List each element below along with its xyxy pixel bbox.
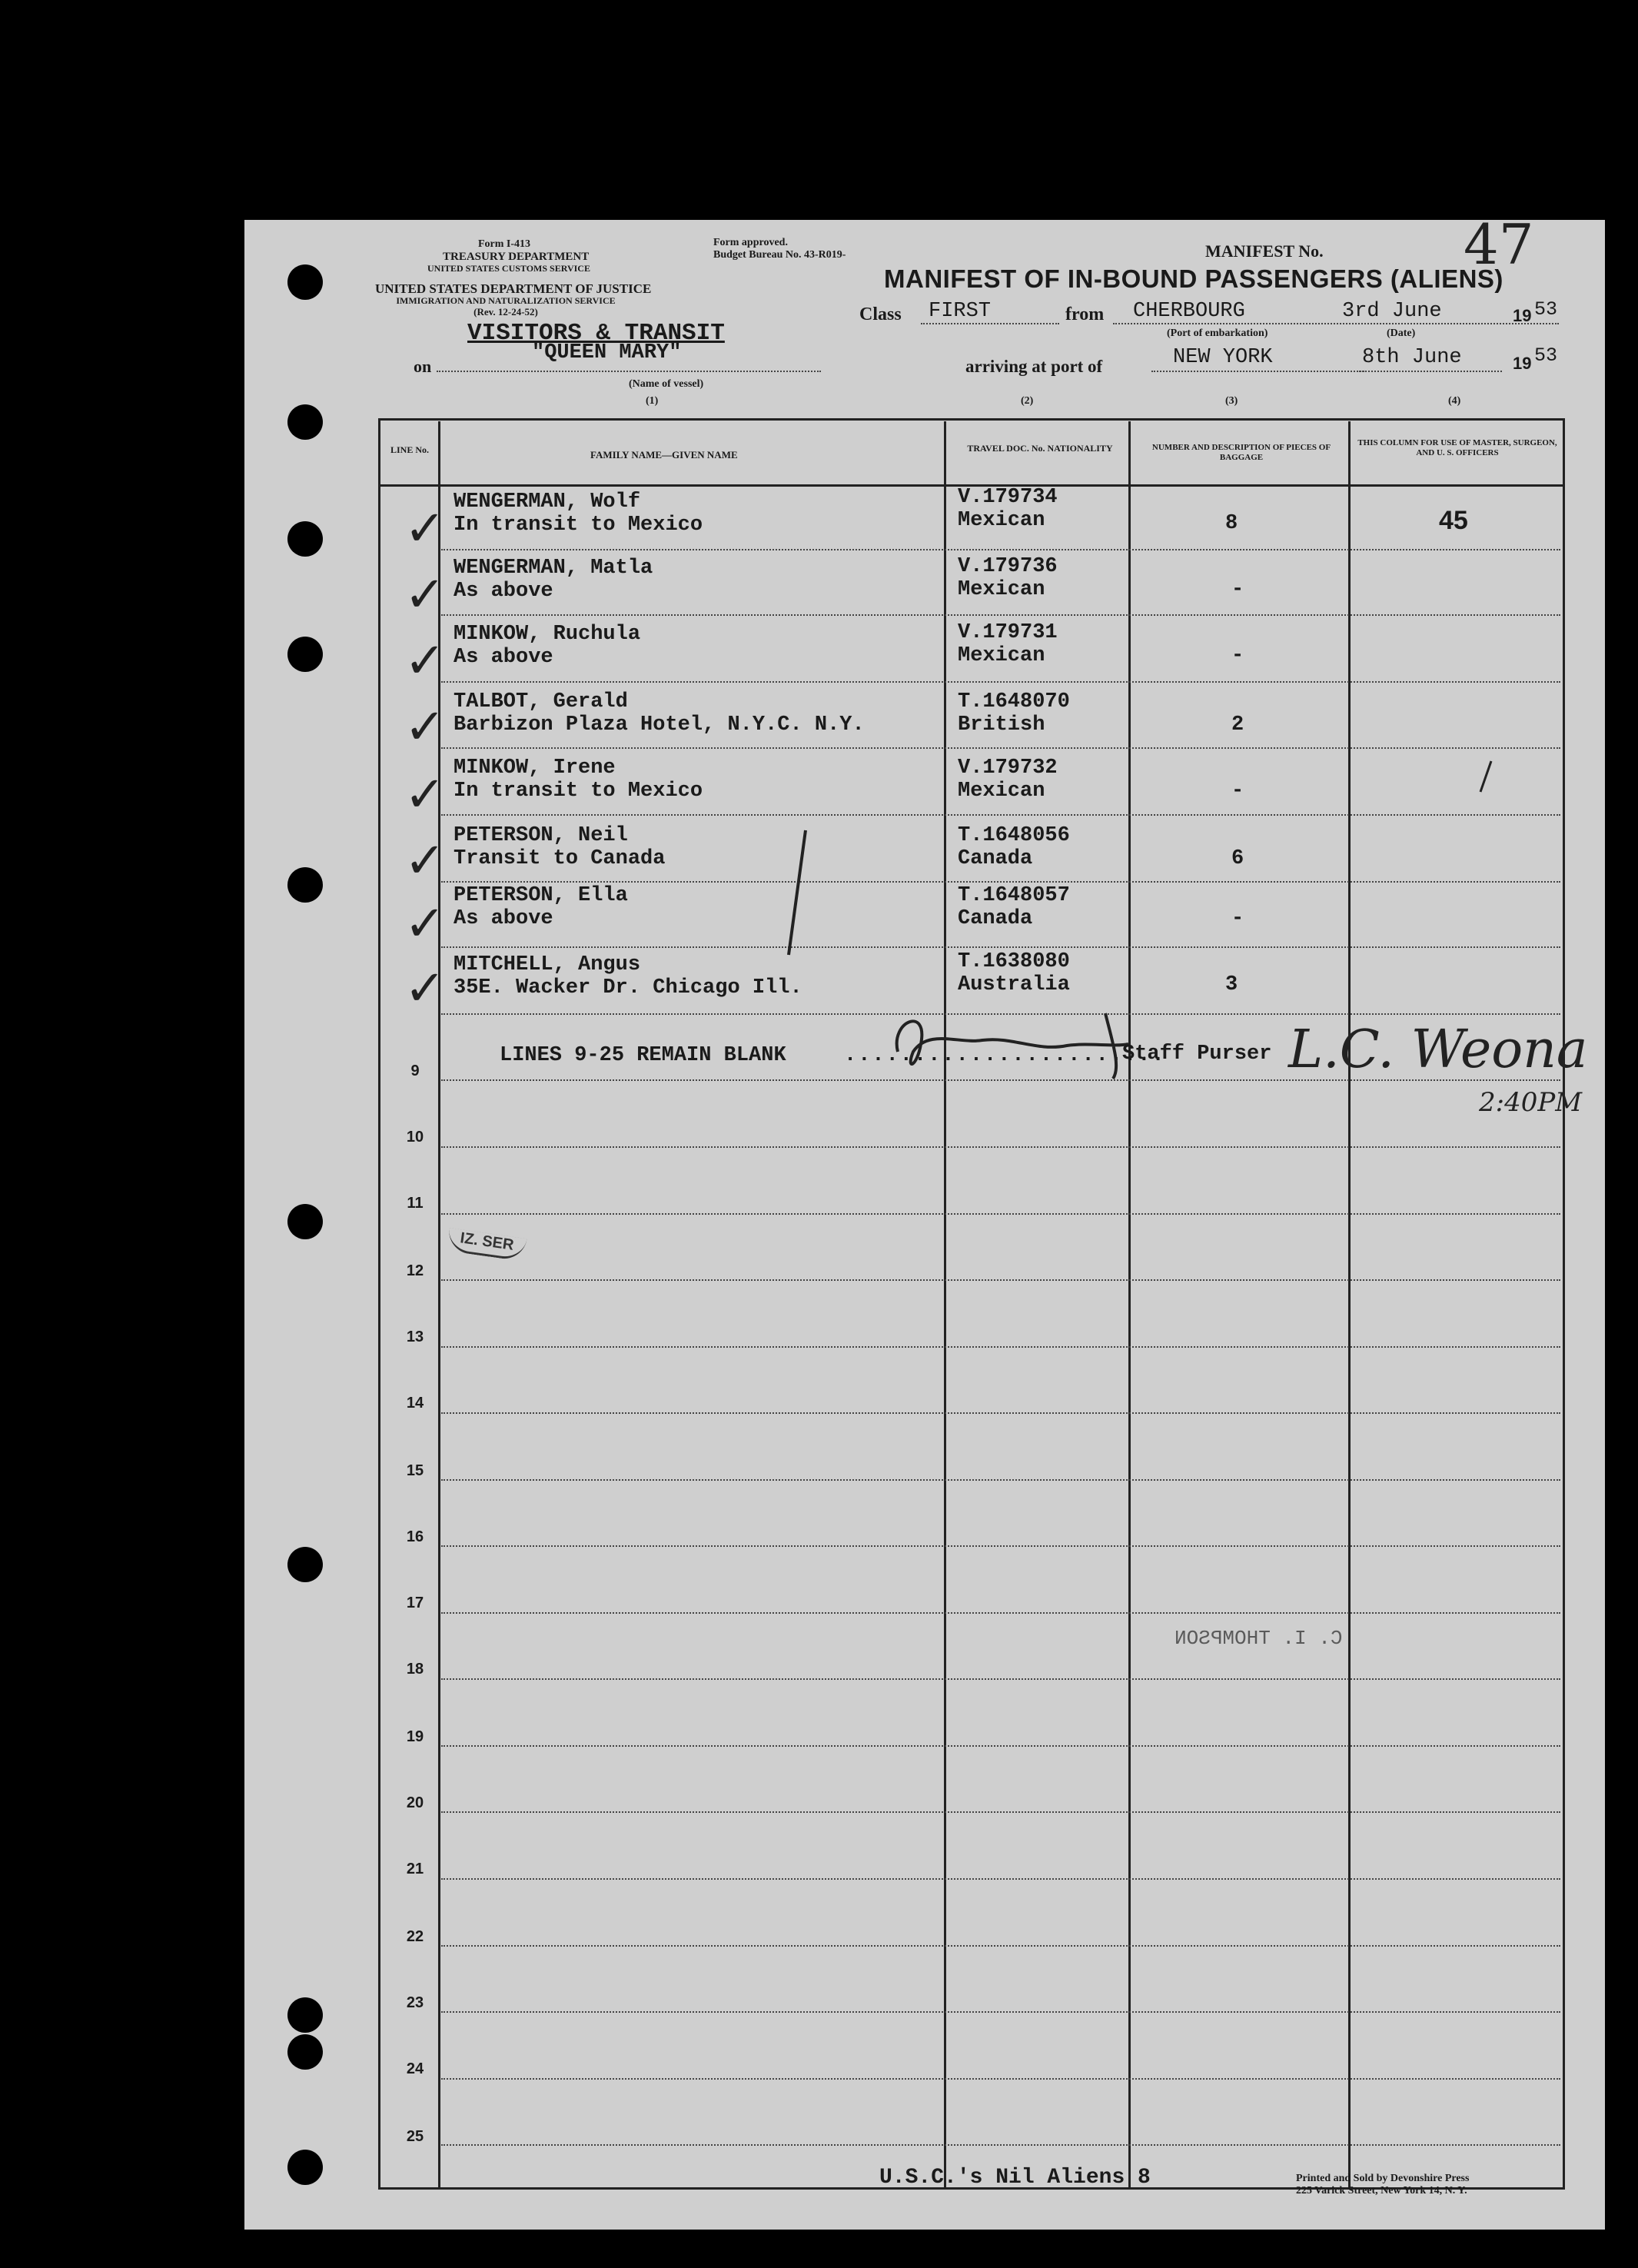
- pencil-tick: [1474, 758, 1497, 796]
- line-number: 21: [406, 1861, 424, 1877]
- col-header-line: LINE No.: [390, 444, 429, 455]
- passenger-address: 35E. Wacker Dr. Chicago Ill.: [454, 976, 802, 999]
- travel-doc: T.1638080: [958, 950, 1070, 973]
- baggage: 2: [1231, 713, 1244, 737]
- travel-doc: T.1648056: [958, 824, 1070, 847]
- printer-line-1: Printed and Sold by Devonshire Press: [1296, 2173, 1470, 2184]
- baggage: -: [1231, 907, 1244, 930]
- passenger-name: PETERSON, Neil: [454, 824, 628, 847]
- nationality: Australia: [958, 973, 1070, 996]
- line-number: 9: [410, 1063, 420, 1079]
- year-prefix-2: 19: [1513, 354, 1532, 373]
- bleed-through-text: C. I. THOMPSON: [1175, 1627, 1343, 1650]
- line-number: 15: [406, 1462, 424, 1479]
- line-number: 10: [406, 1129, 424, 1146]
- baggage: -: [1231, 644, 1244, 667]
- class-label: Class: [859, 304, 902, 324]
- justice-dept: UNITED STATES DEPARTMENT OF JUSTICE: [375, 281, 652, 296]
- line-number: 25: [406, 2128, 424, 2145]
- arriving-label: arriving at port of: [965, 357, 1103, 376]
- nationality: Canada: [958, 847, 1033, 870]
- baggage: -: [1231, 780, 1244, 803]
- officer-time: 2:40PM: [1479, 1087, 1583, 1118]
- punch-hole: [287, 404, 323, 440]
- nationality: Mexican: [958, 578, 1045, 601]
- nationality: Canada: [958, 907, 1033, 930]
- punch-hole: [287, 521, 323, 557]
- nationality: Mexican: [958, 509, 1045, 532]
- check-mark-icon: ✓: [404, 767, 446, 823]
- arrival-port: NEW YORK: [1173, 346, 1273, 369]
- vessel-name: "QUEEN MARY": [532, 341, 682, 364]
- passenger-address: As above: [454, 907, 553, 930]
- blank-lines-note: LINES 9-25 REMAIN BLANK: [500, 1044, 786, 1067]
- dotted-leader: .......................: [844, 1044, 1166, 1067]
- manifest-title: MANIFEST OF IN-BOUND PASSENGERS (ALIENS): [884, 264, 1503, 293]
- line-number: 23: [406, 1994, 424, 2011]
- passenger-name: TALBOT, Gerald: [454, 690, 628, 713]
- col-header-doc: TRAVEL DOC. No. NATIONALITY: [967, 443, 1113, 454]
- nationality: Mexican: [958, 780, 1045, 803]
- line-number: 16: [406, 1528, 424, 1545]
- manifest-page: [244, 212, 1605, 2230]
- passenger-address: Barbizon Plaza Hotel, N.Y.C. N.Y.: [454, 713, 865, 737]
- on-label: on: [414, 357, 432, 376]
- budget-bureau: Budget Bureau No. 43-R019-: [713, 249, 846, 261]
- passenger-address: Transit to Canada: [454, 847, 666, 870]
- officer-initials: L.C. Weona: [1288, 1019, 1588, 1080]
- punch-hole: [287, 1547, 323, 1582]
- departure-year: 53: [1534, 298, 1558, 321]
- from-label: from: [1065, 304, 1105, 324]
- col-num-2: (2): [1021, 395, 1034, 407]
- class-value: FIRST: [929, 300, 992, 323]
- purser-signature: [882, 998, 1151, 1082]
- line-number: 12: [406, 1262, 424, 1279]
- year-prefix: 19: [1513, 306, 1532, 325]
- punch-hole: [287, 264, 323, 300]
- port-caption: (Port of embarkation): [1167, 328, 1268, 339]
- staff-purser-label: Staff Purser: [1122, 1043, 1272, 1066]
- officer-note: 45: [1439, 506, 1468, 535]
- vessel-caption: (Name of vessel): [629, 378, 704, 390]
- line-number: 22: [406, 1928, 424, 1945]
- check-mark-icon: ✓: [404, 833, 446, 890]
- travel-doc: T.1648070: [958, 690, 1070, 713]
- passenger-name: WENGERMAN, Wolf: [454, 491, 641, 514]
- check-mark-icon: ✓: [404, 896, 446, 953]
- col-header-baggage: NUMBER AND DESCRIPTION OF PIECES OF BAGGAGE: [1151, 443, 1331, 462]
- date-caption: (Date): [1387, 328, 1416, 339]
- col-num-3: (3): [1225, 395, 1238, 407]
- check-mark-icon: ✓: [404, 699, 446, 756]
- customs-service: UNITED STATES CUSTOMS SERVICE: [427, 263, 590, 274]
- nationality: Mexican: [958, 644, 1045, 667]
- check-mark-icon: ✓: [404, 567, 446, 624]
- arrival-year: 53: [1534, 344, 1558, 367]
- baggage: 8: [1225, 512, 1238, 535]
- line-number: 20: [406, 1794, 424, 1811]
- passenger-name: PETERSON, Ella: [454, 884, 628, 907]
- printer-line-2: 225 Varick Street, New York 14, N. Y.: [1296, 2185, 1467, 2197]
- travel-doc: V.179732: [958, 757, 1058, 780]
- col-num-1: (1): [646, 395, 659, 407]
- passenger-address: In transit to Mexico: [454, 514, 703, 537]
- line-number: 24: [406, 2060, 424, 2077]
- check-mark-icon: ✓: [404, 633, 446, 690]
- baggage: 6: [1231, 847, 1244, 870]
- punch-hole: [287, 2034, 323, 2070]
- travel-doc: V.179734: [958, 486, 1058, 509]
- punch-hole: [287, 637, 323, 672]
- immigration-service: IMMIGRATION AND NATURALIZATION SERVICE: [396, 295, 616, 306]
- travel-doc: V.179736: [958, 555, 1058, 578]
- visitors-transit: VISITORS & TRANSIT: [467, 320, 725, 347]
- travel-doc: V.179731: [958, 621, 1058, 644]
- punch-hole: [287, 2150, 323, 2185]
- passenger-name: MITCHELL, Angus: [454, 953, 641, 976]
- travel-doc: T.1648057: [958, 884, 1070, 907]
- check-mark-icon: ✓: [404, 500, 446, 557]
- manifest-no-label: MANIFEST No.: [1205, 241, 1324, 261]
- manifest-table: [378, 418, 1565, 2190]
- line-number: 14: [406, 1395, 424, 1412]
- form-approved: Form approved.: [713, 237, 788, 248]
- passenger-address: As above: [454, 580, 553, 603]
- line-number: 11: [407, 1195, 424, 1212]
- line-number: 19: [406, 1728, 424, 1745]
- departure-date: 3rd June: [1342, 300, 1442, 323]
- footer-totals: U.S.C.'s Nil Aliens 8: [879, 2166, 1151, 2190]
- stamp: IZ. SER: [446, 1228, 527, 1262]
- passenger-name: MINKOW, Irene: [454, 757, 616, 780]
- line-number: 17: [406, 1595, 424, 1611]
- punch-hole: [287, 1204, 323, 1239]
- manifest-no: 47: [1464, 212, 1534, 277]
- passenger-address: In transit to Mexico: [454, 780, 703, 803]
- line-number: 18: [406, 1661, 424, 1678]
- col-header-name: FAMILY NAME—GIVEN NAME: [590, 449, 738, 461]
- nationality: British: [958, 713, 1045, 737]
- arrival-date: 8th June: [1362, 346, 1462, 369]
- port-embarkation: CHERBOURG: [1133, 300, 1245, 323]
- passenger-name: WENGERMAN, Matla: [454, 557, 653, 580]
- punch-hole: [287, 1997, 323, 2033]
- punch-hole: [287, 867, 323, 903]
- passenger-name: MINKOW, Ruchula: [454, 623, 641, 646]
- baggage: -: [1231, 578, 1244, 601]
- col-header-officers: THIS COLUMN FOR USE OF MASTER, SURGEON, AND U. S. OFFICERS: [1357, 438, 1557, 457]
- baggage: 3: [1225, 973, 1238, 996]
- check-mark-icon: ✓: [404, 960, 446, 1017]
- treasury-dept: TREASURY DEPARTMENT: [443, 251, 590, 263]
- revision: (Rev. 12-24-52): [473, 306, 538, 318]
- pencil-stroke: [782, 827, 813, 958]
- form-number: Form I-413: [477, 238, 531, 250]
- line-number: 13: [406, 1329, 424, 1345]
- passenger-address: As above: [454, 646, 553, 669]
- col-num-4: (4): [1448, 395, 1461, 407]
